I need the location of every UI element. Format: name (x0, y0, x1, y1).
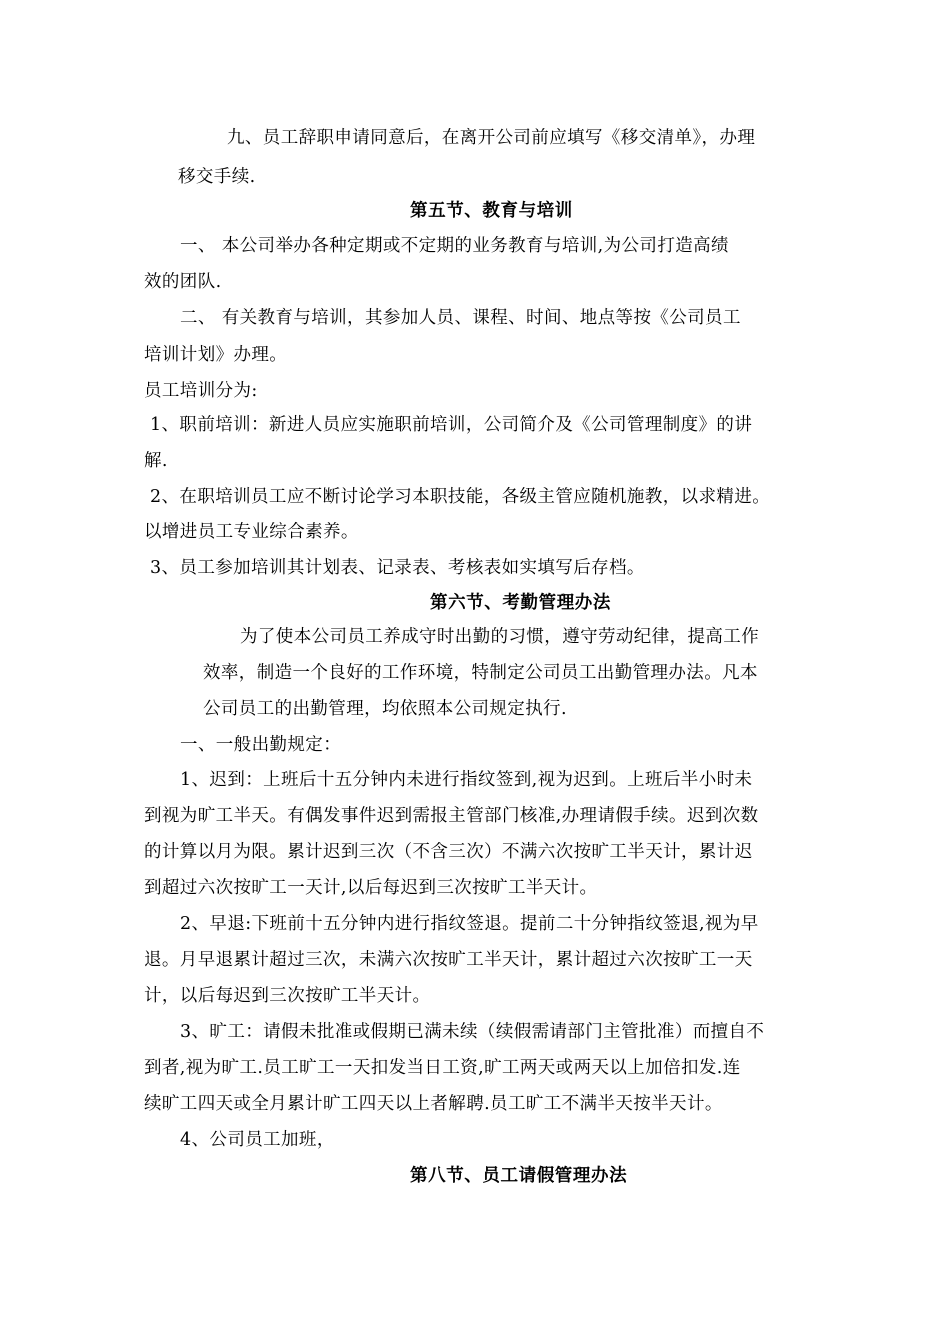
section-heading: 第五节、教育与培训 (410, 201, 573, 221)
paragraph-line: 培训计划》办理。 (144, 345, 288, 365)
section-heading: 第六节、考勤管理办法 (430, 593, 611, 613)
paragraph-line: 到视为旷工半天。有偶发事件迟到需报主管部门核准,办理请假手续。迟到次数 (144, 806, 759, 826)
paragraph-line: 移交手续. (178, 167, 256, 187)
paragraph-line: 公司员工的出勤管理，均依照本公司规定执行. (203, 699, 567, 719)
paragraph-line: 1、迟到：上班后十五分钟内未进行指纹签到,视为迟到。上班后半小时未 (180, 770, 753, 790)
paragraph-line: 3、旷工：请假未批准或假期已满未续（续假需请部门主管批准）而擅自不 (180, 1022, 765, 1042)
paragraph-line: 3、员工参加培训其计划表、记录表、考核表如实填写后存档。 (150, 558, 645, 578)
paragraph-line: 一、 本公司举办各种定期或不定期的业务教育与培训,为公司打造高绩 (180, 236, 729, 256)
paragraph-line: 员工培训分为: (144, 381, 258, 401)
paragraph-line: 以增进员工专业综合素养。 (144, 522, 359, 542)
paragraph-line: 到者,视为旷工.员工旷工一天扣发当日工资,旷工两天或两天以上加倍扣发.连 (144, 1058, 741, 1078)
paragraph-line: 2、在职培训员工应不断讨论学习本职技能，各级主管应随机施教，以求精进。 (150, 487, 771, 507)
paragraph-line: 解. (144, 451, 168, 471)
paragraph-line: 4、公司员工加班， (180, 1130, 335, 1150)
paragraph-line: 退。月早退累计超过三次，未满六次按旷工半天计，累计超过六次按旷工一天 (144, 950, 753, 970)
paragraph-line: 计，以后每迟到三次按旷工半天计。 (144, 986, 431, 1006)
paragraph-line: 二、 有关教育与培训，其参加人员、课程、时间、地点等按《公司员工 (180, 308, 741, 328)
paragraph-line: 2、早退:下班前十五分钟内进行指纹签退。提前二十分钟指纹签退,视为早 (180, 914, 759, 934)
paragraph-line: 效的团队. (144, 272, 222, 292)
paragraph-line: 的计算以月为限。累计迟到三次（不含三次）不满六次按旷工半天计，累计迟 (144, 842, 753, 862)
section-heading: 第八节、员工请假管理办法 (410, 1166, 628, 1186)
paragraph-line: 到超过六次按旷工一天计,以后每迟到三次按旷工半天计。 (144, 878, 598, 898)
paragraph-line: 效率，制造一个良好的工作环境，特制定公司员工出勤管理办法。凡本 (203, 663, 758, 683)
paragraph-line: 续旷工四天或全月累计旷工四天以上者解聘.员工旷工不满半天按半天计。 (144, 1094, 723, 1114)
paragraph-line: 1、职前培训：新进人员应实施职前培训，公司简介及《公司管理制度》的讲 (150, 415, 753, 435)
paragraph-line: 九、员工辞职申请同意后，在离开公司前应填写《移交清单》，办理 (227, 128, 756, 148)
paragraph-line: 为了使本公司员工养成守时出勤的习惯，遵守劳动纪律，提高工作 (240, 627, 760, 647)
paragraph-line: 一、一般出勤规定： (180, 735, 342, 755)
